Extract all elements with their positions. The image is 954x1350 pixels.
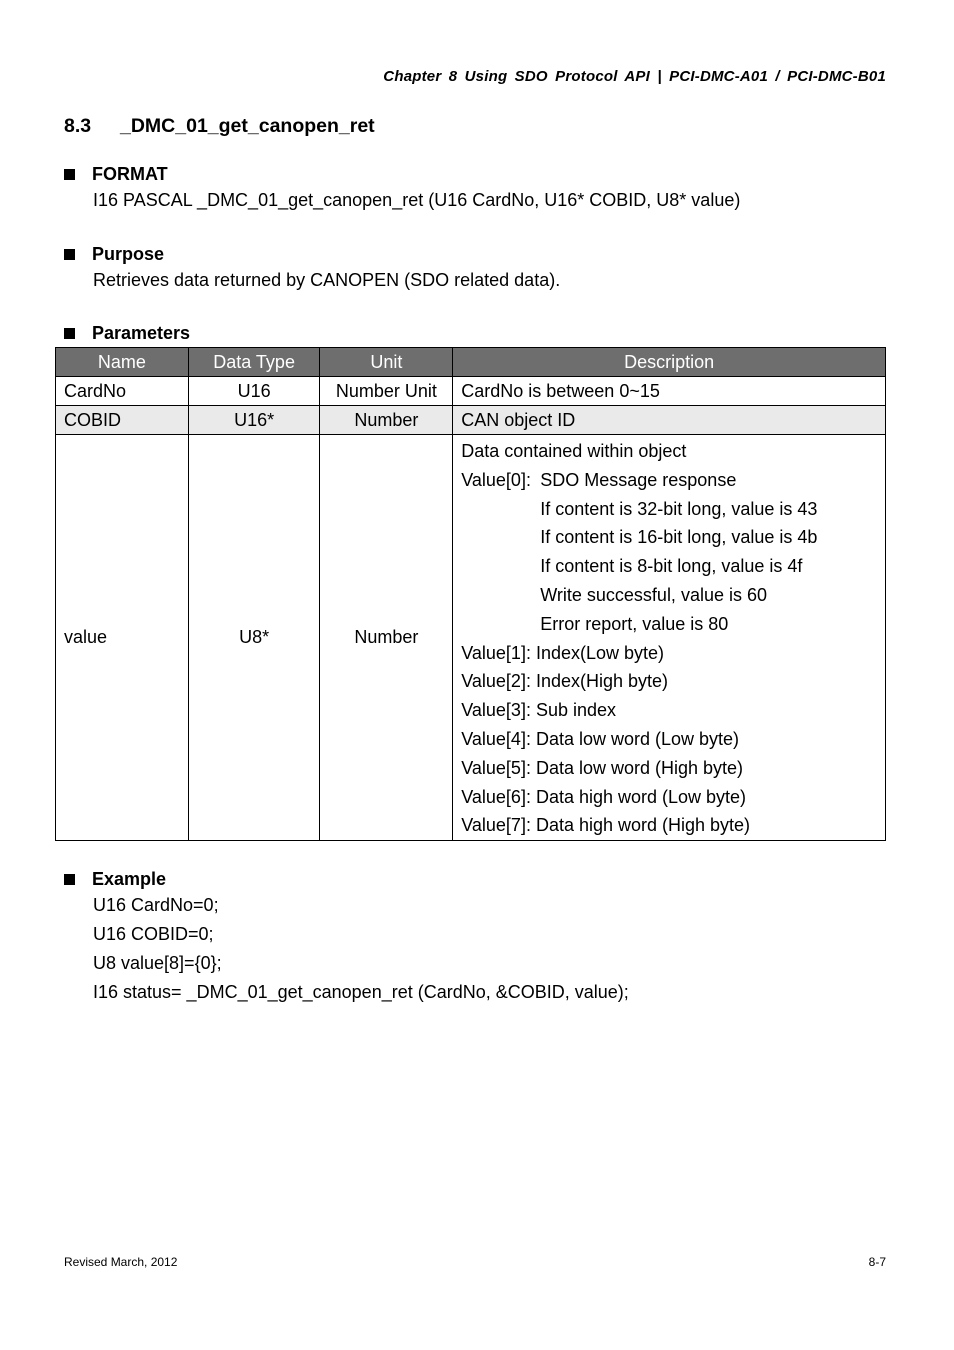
purpose-block bbox=[64, 242, 560, 295]
desc-line: Value[6]: Data high word (Low byte) bbox=[461, 786, 747, 807]
param-unit: Number bbox=[320, 406, 453, 435]
table-row bbox=[56, 406, 886, 435]
format-line: I16 PASCAL _DMC_01_get_canopen_ret (U16 CardNo, U16* COBID, U8* value) bbox=[93, 190, 741, 210]
desc-label: Value[0]: bbox=[461, 469, 531, 490]
parameters-heading: Parameters bbox=[92, 322, 191, 343]
table-row bbox=[56, 377, 886, 406]
desc-line: If content is 16-bit long, value is 4b bbox=[540, 527, 818, 548]
parameters-table bbox=[55, 347, 886, 841]
bullet-square-icon bbox=[64, 249, 75, 260]
param-type: U16 bbox=[188, 377, 320, 406]
example-code bbox=[93, 891, 629, 1007]
desc-line: If content is 8-bit long, value is 4f bbox=[540, 556, 803, 577]
desc-line: Value[5]: Data low word (High byte) bbox=[461, 757, 744, 778]
purpose-line: Retrieves data returned by CANOPEN (SDO related data). bbox=[93, 270, 561, 290]
code-line: U8 value[8]={0}; bbox=[93, 953, 222, 973]
desc-line: Value[4]: Data low word (Low byte) bbox=[461, 728, 740, 749]
code-line: U16 CardNo=0; bbox=[93, 895, 219, 915]
parameters-block bbox=[64, 321, 190, 345]
param-name: CardNo bbox=[56, 377, 189, 406]
desc-line: Data contained within object bbox=[461, 441, 687, 461]
param-desc: CAN object ID bbox=[453, 406, 886, 435]
code-line: I16 status= _DMC_01_get_canopen_ret (CardNo, &COBID, value); bbox=[93, 982, 629, 1002]
footer-page-number: 8-7 bbox=[868, 1255, 886, 1269]
page-header: Chapter 8 Using SDO Protocol API | PCI-DMC-A01 / PCI-DMC-B01 bbox=[383, 68, 886, 85]
desc-line bbox=[461, 466, 877, 495]
param-name: COBID bbox=[56, 406, 189, 435]
param-unit: Number bbox=[320, 435, 453, 841]
column-header: Unit bbox=[320, 348, 453, 377]
desc-line: If content is 32-bit long, value is 43 bbox=[540, 498, 818, 519]
param-name: value bbox=[56, 435, 189, 841]
code-line: U16 COBID=0; bbox=[93, 924, 214, 944]
table-row bbox=[56, 435, 886, 841]
param-type: U8* bbox=[188, 435, 320, 841]
section-number: 8.3 bbox=[64, 115, 92, 137]
format-block bbox=[64, 162, 740, 215]
desc-line: Value[2]: Index(High byte) bbox=[461, 671, 669, 692]
bullet-square-icon bbox=[64, 874, 75, 885]
format-heading: FORMAT bbox=[92, 163, 168, 184]
desc-line: Value[7]: Data high word (High byte) bbox=[461, 815, 751, 836]
example-block bbox=[64, 867, 629, 1007]
desc-line: Error report, value is 80 bbox=[540, 613, 729, 634]
footer-revision: Revised March, 2012 bbox=[64, 1255, 178, 1269]
desc-line: Value[3]: Sub index bbox=[461, 700, 617, 721]
column-header: Data Type bbox=[188, 348, 320, 377]
column-header: Description bbox=[453, 348, 886, 377]
table-header-row bbox=[56, 348, 886, 377]
param-unit: Number Unit bbox=[320, 377, 453, 406]
desc-text: SDO Message response bbox=[540, 469, 737, 490]
purpose-heading: Purpose bbox=[92, 243, 165, 264]
param-desc bbox=[453, 435, 886, 841]
bullet-square-icon bbox=[64, 328, 75, 339]
bullet-square-icon bbox=[64, 169, 75, 180]
column-header: Name bbox=[56, 348, 189, 377]
desc-line: Write successful, value is 60 bbox=[540, 584, 767, 605]
desc-line: Value[1]: Index(Low byte) bbox=[461, 642, 665, 663]
section-name: _DMC_01_get_canopen_ret bbox=[120, 115, 375, 137]
example-heading: Example bbox=[92, 868, 167, 889]
param-type: U16* bbox=[188, 406, 320, 435]
param-desc: CardNo is between 0~15 bbox=[453, 377, 886, 406]
section-title bbox=[64, 115, 375, 138]
